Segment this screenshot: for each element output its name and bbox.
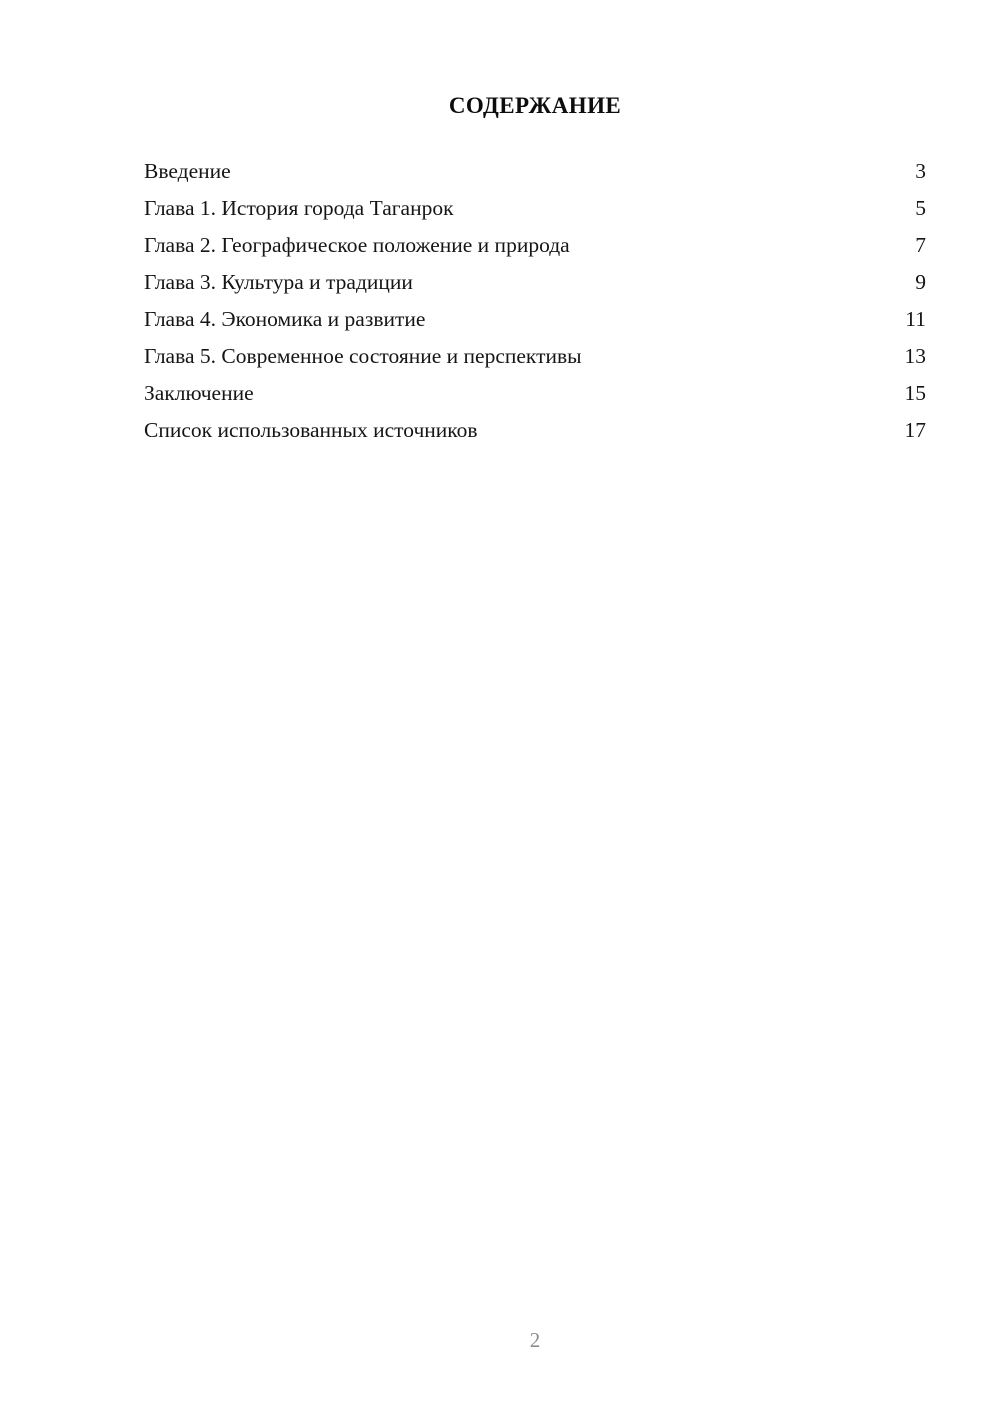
toc-entry-label: Заключение <box>144 380 254 405</box>
toc-entry-page-number: 11 <box>905 306 926 331</box>
toc-entry-page-number: 5 <box>915 195 926 220</box>
toc-entry[interactable] <box>144 375 926 412</box>
table-of-contents-list <box>144 120 926 449</box>
page-content-column <box>144 0 926 449</box>
toc-entry-page-number: 9 <box>915 269 926 294</box>
toc-entry-label: Глава 3. Культура и традиции <box>144 269 413 294</box>
toc-entry-page-number: 13 <box>904 343 926 368</box>
toc-entry-page-number: 7 <box>915 232 926 257</box>
toc-entry[interactable] <box>144 412 926 449</box>
toc-entry-label: Глава 4. Экономика и развитие <box>144 306 426 331</box>
toc-entry-label: Список использованных источников <box>144 417 478 442</box>
toc-entry-label: Глава 2. Географическое положение и природа <box>144 232 570 257</box>
toc-entry-label: Глава 1. История города Таганрок <box>144 195 454 220</box>
toc-entry[interactable] <box>144 264 926 301</box>
toc-entry-page-number: 17 <box>904 417 926 442</box>
toc-entry-label: Глава 5. Современное состояние и перспективы <box>144 343 582 368</box>
toc-entry[interactable] <box>144 301 926 338</box>
toc-entry-page-number: 3 <box>915 158 926 183</box>
page-title: СОДЕРЖАНИЕ <box>448 93 622 118</box>
toc-entry[interactable] <box>144 153 926 190</box>
toc-entry-label: Введение <box>144 158 231 183</box>
toc-entry-page-number: 15 <box>904 380 926 405</box>
toc-entry[interactable] <box>144 190 926 227</box>
page-footer <box>0 1330 1000 1352</box>
toc-entry[interactable] <box>144 227 926 264</box>
toc-entry[interactable] <box>144 338 926 375</box>
footer-page-number: 2 <box>529 1328 541 1352</box>
